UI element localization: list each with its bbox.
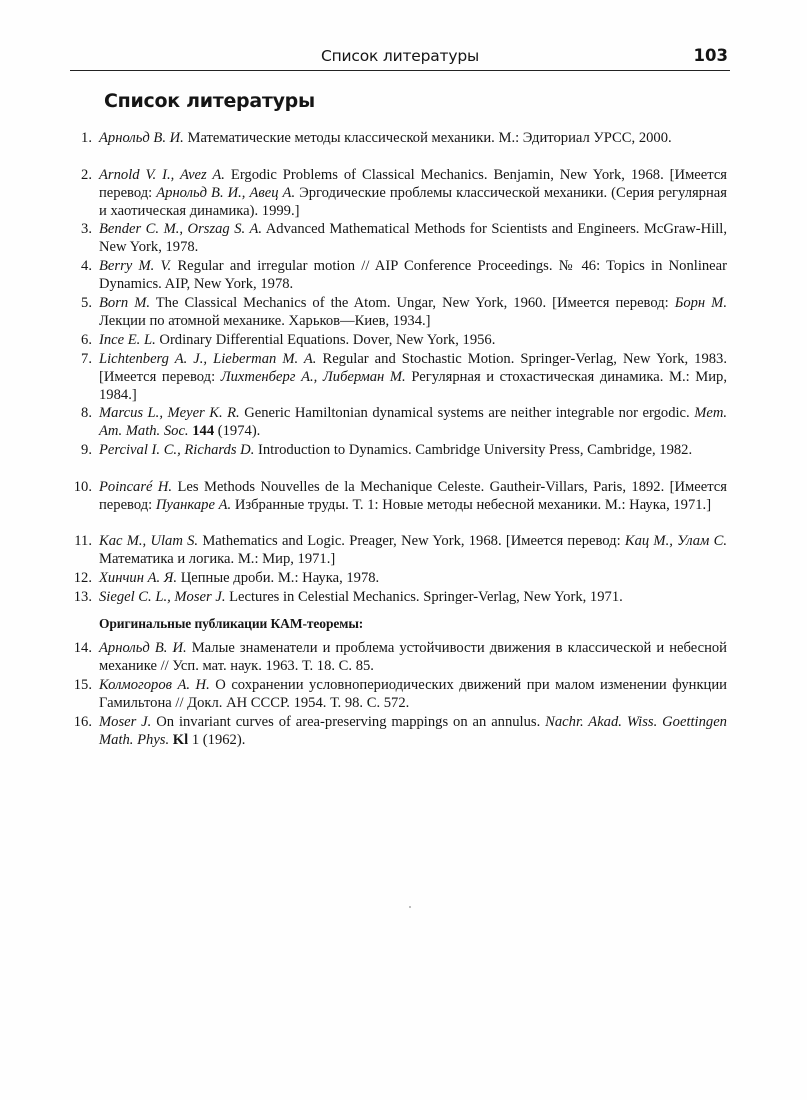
reference-number: 10. — [73, 479, 92, 495]
reference-number: 5. — [81, 295, 92, 311]
reference-item — [81, 332, 727, 350]
reference-number: 2. — [81, 167, 92, 183]
reference-author-or-source: Пуанкаре А. — [155, 496, 232, 513]
reference-text: On invariant curves of area-preserving mappings on an annulus. — [151, 714, 546, 730]
section-title: Список литературы — [104, 90, 315, 112]
reference-item — [73, 479, 727, 515]
reference-author-or-source: Кац М., Улам С. — [624, 533, 727, 549]
reference-number: 4. — [81, 258, 92, 274]
reference-number: 9. — [81, 442, 92, 458]
reference-author-or-source: Born M. — [99, 295, 151, 311]
page-number: 103 — [693, 46, 728, 65]
reference-number: 16. — [73, 714, 92, 730]
running-title: Список литературы — [320, 47, 480, 65]
reference-volume: 144 — [192, 422, 215, 439]
reference-text: Generic Hamiltonian dynamical systems are neither integrable nor ergodic. — [239, 405, 695, 421]
reference-number: 15. — [73, 677, 92, 693]
reference-item — [81, 442, 727, 460]
reference-text: Introduction to Dynamics. Cambridge University Press, Cambridge, 1982. — [254, 442, 693, 458]
reference-number: 12. — [73, 570, 92, 586]
reference-text: Лекции по атомной механике. Харьков—Киев, 1934.] — [99, 312, 431, 329]
reference-item — [81, 258, 727, 294]
reference-author-or-source: Колмогоров А. Н. — [99, 677, 210, 693]
reference-text: 1 (1962). — [188, 731, 246, 748]
reference-author-or-source: Arnold V. I., Avez A. — [99, 167, 225, 183]
reference-item — [73, 570, 727, 588]
reference-text: Регулярная и стохастическая динамика. М.: Мир, 1984.] — [99, 368, 727, 403]
running-header — [70, 46, 730, 71]
reference-number: 11. — [74, 533, 92, 549]
reference-item — [81, 295, 727, 331]
reference-text: О сохранении условнопериодических движений при малом изменении функции Гамильтона // Докл. АН СССР. 1954. Т. 98. С. 572. — [99, 677, 727, 711]
reference-text: (1974). — [214, 422, 261, 439]
reference-author-or-source: Kac M., Ulam S. — [99, 533, 199, 549]
reference-author-or-source: Berry M. V. — [99, 258, 172, 274]
reference-item — [81, 130, 727, 148]
reference-author-or-source: Ince E. L. — [99, 332, 156, 348]
reference-author-or-source: Арнольд В. И. — [99, 640, 187, 656]
reference-author-or-source: Хинчин А. Я. — [99, 570, 178, 586]
reference-author-or-source: Marcus L., Meyer K. R. — [99, 405, 240, 421]
reference-text: Advanced Mathematical Methods for Scientists and Engineers. McGraw-Hill, New York, 1978. — [99, 221, 728, 255]
reference-text: The Classical Mechanics of the Atom. Ungar, New York, 1960. [Имеется перевод: — [150, 295, 675, 311]
reference-author-or-source: Лихтенберг А., Либерман М. — [220, 368, 406, 385]
reference-item — [81, 221, 728, 257]
reference-text: Les Methods Nouvelles de la Mechanique Celeste. Gautheir-Villars, Paris, 1892. [Имеется перевод: — [99, 479, 727, 513]
reference-author-or-source: Арнольд В. И., Авец А. — [156, 184, 296, 201]
reference-text: Малые знаменатели и проблема устойчивости движения в классической и небесной механике // Усп. мат. наук. 1963. Т. 18. С. 85. — [99, 640, 727, 674]
reference-author-or-source: Mem. Am. Math. Soc. — [99, 405, 728, 439]
reference-item — [73, 677, 727, 713]
reference-text: Lectures in Celestial Mechanics. Springer-Verlag, New York, 1971. — [225, 589, 623, 605]
reference-author-or-source: Nachr. Akad. Wiss. Goettingen Math. Phys. — [99, 714, 727, 748]
reference-number: 3. — [81, 221, 92, 237]
reference-number: 14. — [73, 640, 92, 656]
reference-text: Ordinary Differential Equations. Dover, New York, 1956. — [155, 332, 496, 348]
reference-text: Regular and irregular motion // AIP Conference Proceedings. № 46: Topics in Nonlinear Dynamics. AIP, New York, 1978. — [99, 258, 727, 292]
reference-author-or-source: Percival I. C., Richards D. — [99, 442, 255, 458]
reference-text: Эргодические проблемы классической механики. (Серия регулярная и хаотическая динамика). 1999.] — [99, 184, 727, 219]
reference-text: Избранные труды. Т. 1: Новые методы небесной механики. М.: Наука, 1971.] — [231, 496, 712, 513]
reference-text: Regular and Stochastic Motion. Springer-Verlag, New York, 1983. [Имеется перевод: — [99, 351, 727, 385]
reference-item — [73, 714, 727, 750]
reference-author-or-source: Bender C. M., Orszag S. A. — [99, 221, 263, 237]
reference-number: 7. — [81, 351, 92, 367]
reference-author-or-source: Siegel C. L., Moser J. — [99, 589, 226, 605]
scan-speck — [409, 906, 411, 908]
reference-volume: Kl — [172, 731, 189, 748]
reference-text: Ergodic Problems of Classical Mechanics. Benjamin, New York, 1968. [Имеется перевод: — [99, 167, 728, 201]
reference-item — [73, 589, 727, 607]
reference-author-or-source: Moser J. — [99, 714, 152, 730]
reference-author-or-source: Lichtenberg A. J., Lieberman M. A. — [99, 351, 317, 367]
reference-text: Математические методы классической механики. М.: Эдиториал УРСС, 2000. — [183, 130, 672, 146]
reference-text: Цепные дроби. М.: Наука, 1978. — [177, 570, 380, 586]
reference-number: 13. — [73, 589, 92, 605]
reference-number: 8. — [81, 405, 92, 421]
reference-author-or-source: Арнольд В. И. — [99, 130, 184, 146]
reference-item — [74, 533, 727, 569]
reference-text: Математика и логика. М.: Мир, 1971.] — [99, 550, 336, 567]
subsection-title: Оригинальные публикации КАМ-теоремы: — [99, 616, 364, 631]
reference-text: Mathematics and Logic. Preager, New York, 1968. [Имеется перевод: — [198, 533, 625, 549]
reference-number: 6. — [81, 332, 92, 348]
reference-item — [81, 351, 727, 404]
reference-number: 1. — [81, 130, 92, 146]
reference-item — [73, 640, 727, 676]
reference-author-or-source: Борн М. — [674, 295, 727, 311]
reference-item — [81, 167, 728, 220]
reference-item — [81, 405, 728, 441]
reference-author-or-source: Poincaré H. — [99, 479, 173, 495]
